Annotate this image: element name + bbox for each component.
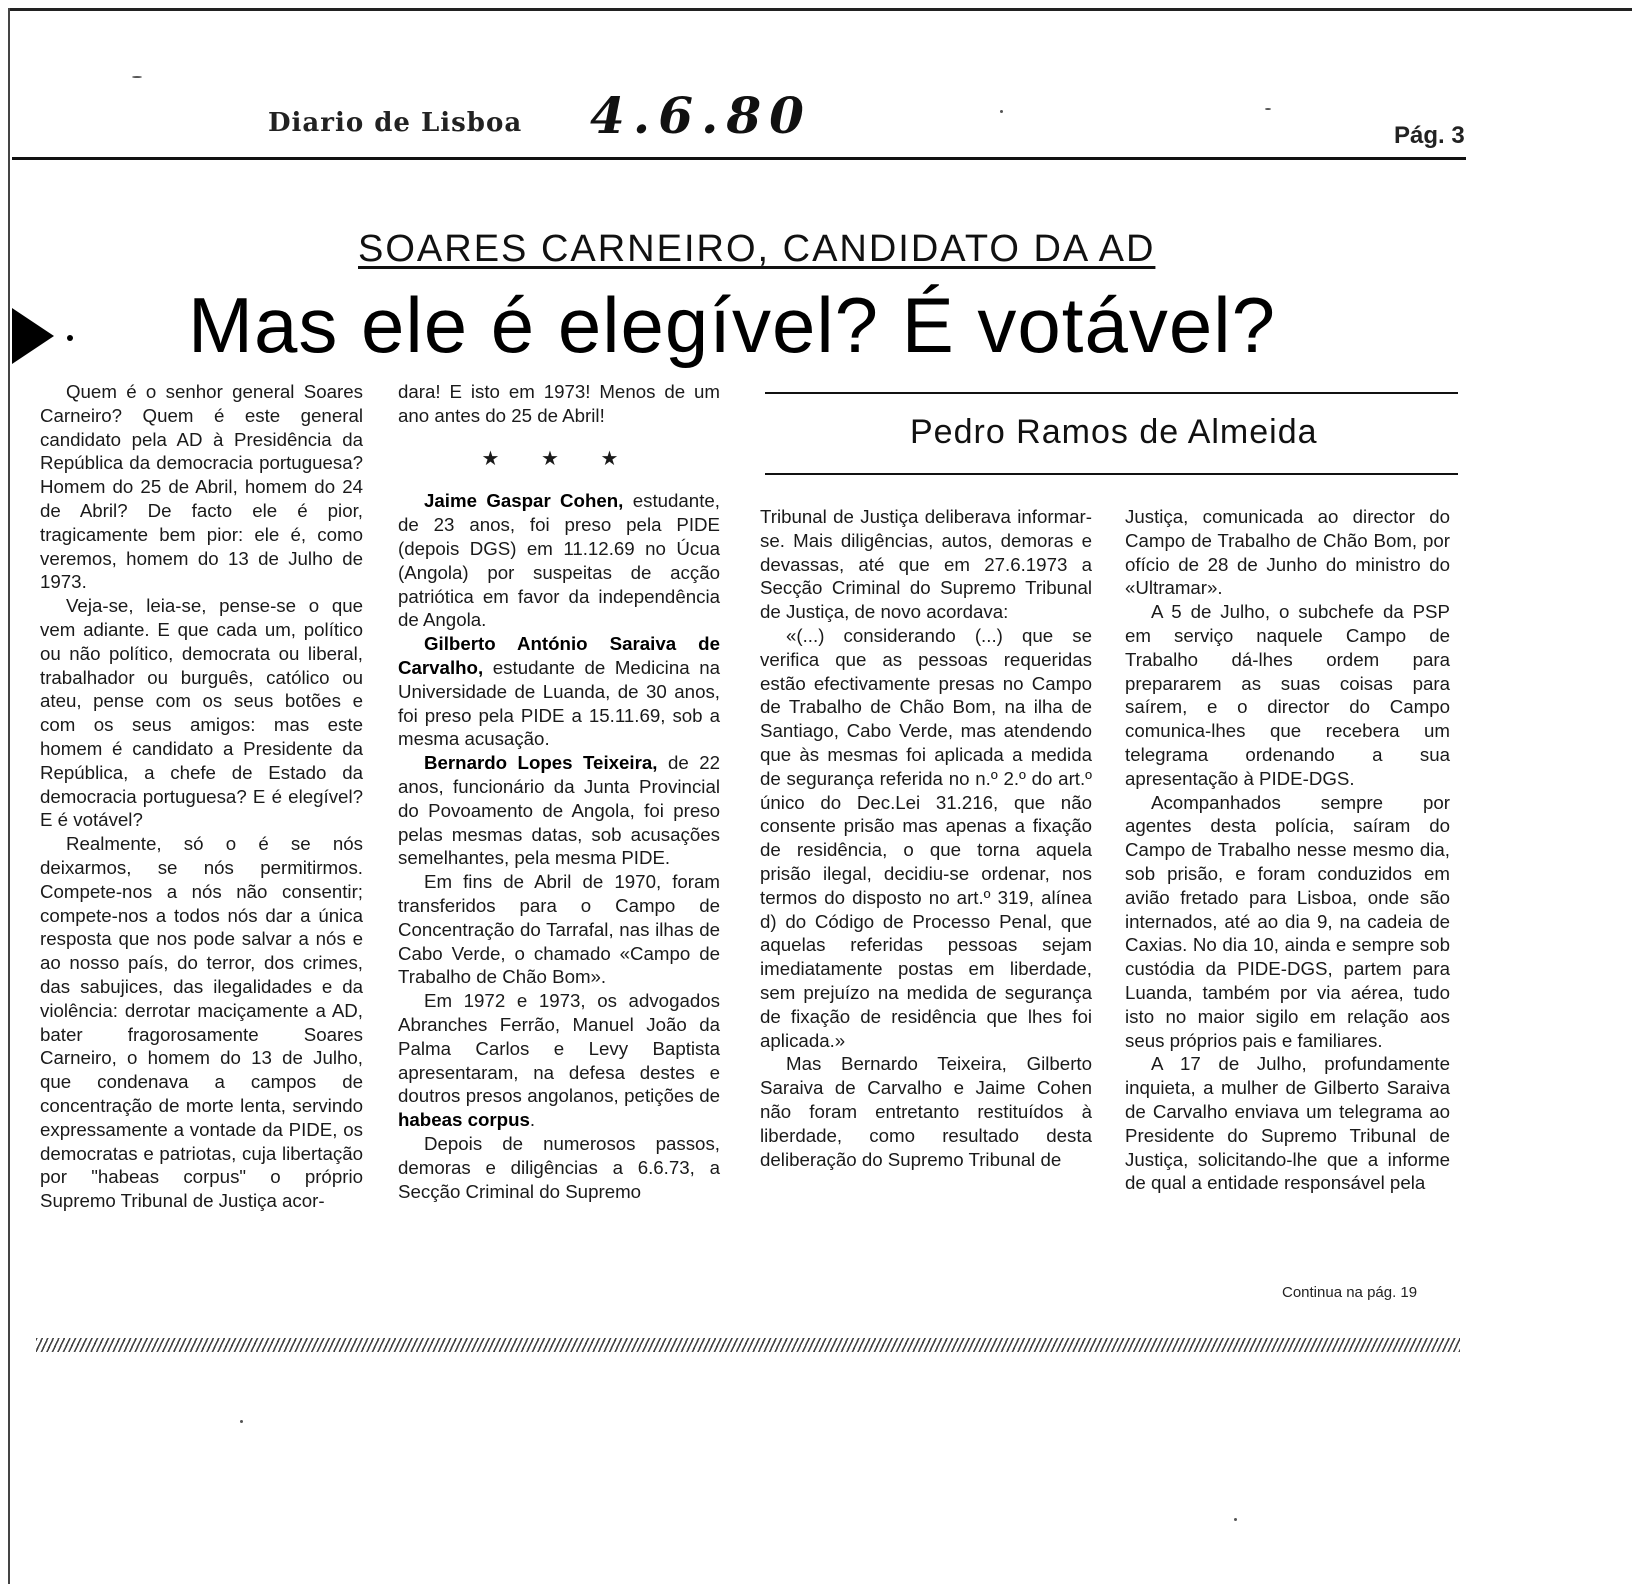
paragraph: dara! E isto em 1973! Menos de um ano antes do 25 de Abril! [398, 381, 720, 426]
scan-speck [1265, 108, 1271, 110]
article-column-1 [40, 380, 363, 1213]
paragraph [398, 489, 720, 632]
paragraph: Depois de numerosos passos, demoras e diligências a 6.6.73, a Secção Criminal do Supremo [398, 1132, 720, 1202]
paragraph: Em fins de Abril de 1970, foram transferidos para o Campo de Concentração do Tarrafal, nas ilhas de Cabo Verde, o chamado «Campo de Trabalho de Chão Bom». [398, 871, 720, 988]
paragraph [398, 632, 720, 751]
paragraph-text: estudante de Medicina na Universidade de Luanda, de 30 anos, foi preso pela PIDE a 15.11.69, sob a mesma acusação. [398, 656, 720, 750]
person-name: Gilberto António Saraiva de Carvalho, [398, 633, 720, 678]
person-name: Jaime Gaspar Cohen, [424, 490, 624, 512]
scan-speck [1000, 110, 1003, 113]
paragraph: Tribunal de Justiça deliberava informar-se. Mais diligências, autos, demoras e devassas, até que em 27.6.1973 a Secção Criminal do Supremo Tribunal de Justiça, de novo acordava: [760, 506, 1092, 623]
page-number: Pág. 3 [1394, 122, 1465, 149]
person-name: Bernardo Lopes Teixeira, [424, 752, 658, 774]
paragraph-text: Em 1972 e 1973, os advogados Abranches Ferrão, Manuel João da Palma Carlos e Levy Baptista apresentaram, na defesa destes e doutros presos angolanos, petições de [398, 990, 720, 1107]
continued-note: Continua na pág. 19 [1282, 1284, 1418, 1301]
paragraph: Veja-se, leia-se, pense-se o que vem adiante. E que cada um, político ou não político, democrata ou liberal, trabalhador ou burguês, católico ou ateu, pense com os seus botões e com os seus amigos: mas este homem é candidato a Presidente da República, a chefe de Estado da democracia portuguesa? E é elegível? E é votável? [40, 595, 363, 831]
article-column-4 [1125, 505, 1450, 1195]
byline-bottom-rule [765, 473, 1458, 475]
paragraph: Acompanhados sempre por agentes desta polícia, saíram do Campo de Trabalho nesse mesmo dia, sob prisão, e foram conduzidos em avião fretado para Lisboa, onde são internados, até ao dia 9, na cadeia de Caxias. No dia 10, ainda e sempre sob custódia da PIDE-DGS, partem para Luanda, também por via aérea, tudo isto no maior sigilo em relação aos seus próprios pais e familiares. [1125, 791, 1450, 1051]
clipping-left-border [8, 8, 10, 1584]
paragraph: Justiça, comunicada ao director do Campo de Trabalho de Chão Bom, por ofício de 28 de Junho do ministro do «Ultramar». [1125, 506, 1450, 599]
scan-speck [132, 76, 142, 78]
paragraph: A 5 de Julho, o subchefe da PSP em serviço naquele Campo de Trabalho dá-lhes ordem para prepararem as suas coisas para saírem, e o director do Campo comunica-lhes que recebera um telegrama ordenando a sua apresentação à PIDE-DGS. [1125, 601, 1450, 789]
paragraph: Mas Bernardo Teixeira, Gilberto Saraiva de Carvalho e Jaime Cohen não foram entretanto restituídos à liberdade, como resultado desta deliberação do Supremo Tribunal de [760, 1053, 1092, 1170]
masthead-rule [12, 157, 1466, 160]
paragraph: A 17 de Julho, profundamente inquieta, a mulher de Gilberto Saraiva de Carvalho enviava um telegrama ao Presidente do Supremo Tribunal de Justiça, solicitando-lhe que a informe de qual a entidade responsável pela [1125, 1053, 1450, 1194]
scan-speck [240, 1420, 243, 1423]
paragraph-text: . [529, 1109, 536, 1131]
paragraph-text: estudante, de 23 anos, foi preso pela PIDE (depois DGS) em 11.12.69 no Úcua (Angola) por suspeitas de acção patriótica em favor da independência de Angola. [398, 490, 720, 631]
court-ruling-quote: «(...) considerando (...) que se verifica que as pessoas requeridas estão efectivamente presas no Campo de Trabalho de Chão Bom, na ilha de Santiago, Cabo Verde, mas atendendo que às mesmas foi aplicada a medida de segurança referida no n.º 2.º do art.º único do Dec.Lei 31.216, que não consente prisão mas apenas a fixação de residência, o que torna aquela prisão ilegal, decidiu-se ordenar, nos termos do disposto no art.º 319, alínea d) do Código de Processo Penal, que aquelas referidas pessoas sejam imediatamente postas em liberdade, sem prejuízo na medida de segurança de fixação de residência que lhes foi aplicada.» [760, 624, 1092, 1051]
handwritten-date: 4.6.80 [590, 86, 812, 145]
paragraph: Quem é o senhor general Soares Carneiro? Quem é este general candidato pela AD à Presidência da República da democracia portuguesa? Homem do 25 de Abril, homem do 24 de Abril? De facto ele é pior, tragicamente bem pior: ele é, como veremos, homem do 13 de Julho de 1973. [40, 381, 363, 593]
section-divider-stars: ★ ★ ★ [481, 447, 637, 470]
paragraph [398, 989, 720, 1132]
paragraph: Realmente, só o é se nós deixarmos, se nós permitirmos. Compete-nos a nós não consentir; compete-nos a todos nós dar a única resposta que nos pode salvar a nós e ao nosso país, do terror, dos crimes, das sabujices, das ilegalidades e da violência: derrotar maciçamente a AD, bater fragorosamente Soares Carneiro, o homem do 13 de Julho, que condenava a campos de concentração de morte lenta, servindo expressamente a vontade da PIDE, os democratas e patriotas, cuja libertação por "habeas corpus" o próprio Supremo Tribunal de Justiça acor- [40, 833, 363, 1212]
article-kicker: SOARES CARNEIRO, CANDIDATO DA AD [358, 228, 1156, 270]
clipping-top-border [8, 8, 1632, 11]
article-headline: Mas ele é elegível? É votável? [188, 281, 1276, 369]
marker-dot [67, 335, 73, 341]
article-byline: Pedro Ramos de Almeida [910, 413, 1318, 451]
scan-speck [1234, 1518, 1237, 1521]
bullet-marker-icon [12, 308, 54, 364]
paragraph-text: de 22 anos, funcionário da Junta Provincial do Povoamento de Angola, foi preso pelas mesmas datas, sob acusações semelhantes, pela mesma PIDE. [398, 752, 720, 869]
term-habeas-corpus: habeas corpus [398, 1109, 530, 1131]
article-column-2 [398, 380, 720, 1203]
article-column-3 [760, 505, 1092, 1171]
paragraph [398, 751, 720, 870]
hatched-bottom-border [36, 1338, 1460, 1352]
newspaper-masthead: Diario de Lisboa [268, 108, 523, 138]
byline-top-rule [765, 392, 1458, 394]
